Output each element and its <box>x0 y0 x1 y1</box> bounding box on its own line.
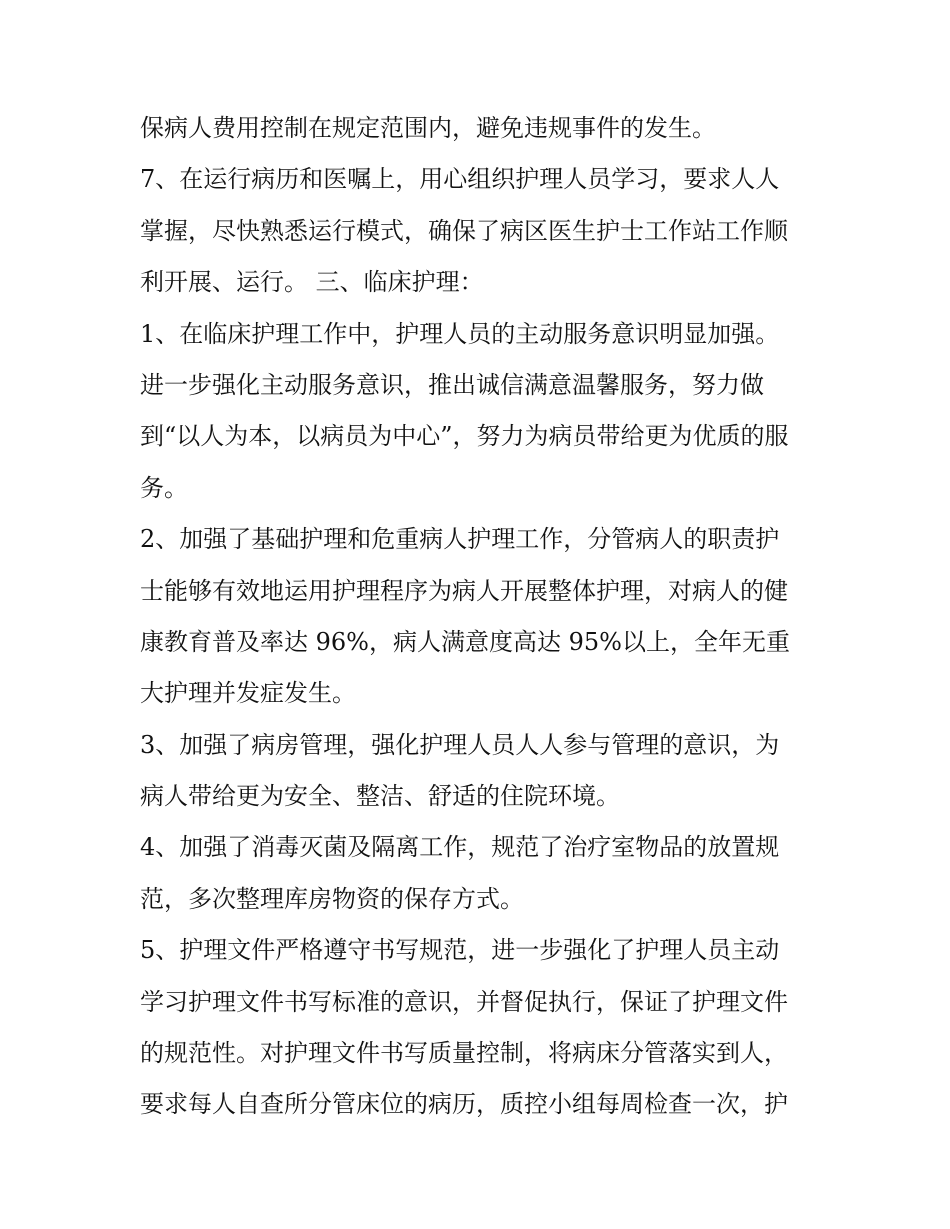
text-line: 病人带给更为安全、整洁、舒适的住院环境。 <box>140 782 620 811</box>
text-line: 1、在临床护理工作中，护理人员的主动服务意识明显加强。 <box>140 319 780 348</box>
text-line: 务。 <box>140 473 188 502</box>
text-line: 利开展、运行。 三、临床护理： <box>140 268 484 297</box>
text-line: 进一步强化主动服务意识，推出诚信满意温馨服务，努力做 <box>140 370 764 399</box>
text-line: 范，多次整理库房物资的保存方式。 <box>140 884 524 913</box>
text-line: 7、在运行病历和医嘱上，用心组织护理人员学习，要求人人 <box>140 165 780 194</box>
text-line: 5、护理文件严格遵守书写规范，进一步强化了护理人员主动 <box>140 936 780 965</box>
text-line: 的规范性。对护理文件书写质量控制，将病床分管落实到人， <box>140 1039 788 1068</box>
text-line: 掌握，尽快熟悉运行模式，确保了病区医生护士工作站工作顺 <box>140 216 788 245</box>
document-page <box>140 103 820 1131</box>
text-line: 保病人费用控制在规定范围内，避免违规事件的发生。 <box>140 114 716 142</box>
text-line: 大护理并发症发生。 <box>140 679 356 708</box>
text-line: 学习护理文件书写标准的意识，并督促执行，保证了护理文件 <box>140 987 788 1016</box>
text-line: 要求每人自查所分管床位的病历，质控小组每周检查一次，护 <box>140 1090 788 1119</box>
text-line: 2、加强了基础护理和危重病人护理工作，分管病人的职责护 <box>140 525 780 554</box>
text-line: 3、加强了病房管理，强化护理人员人人参与管理的意识，为 <box>140 730 780 759</box>
text-line: 康教育普及率达 96%，病人满意度高达 95%以上，全年无重 <box>140 627 790 656</box>
text-line: 士能够有效地运用护理程序为病人开展整体护理，对病人的健 <box>140 576 788 605</box>
text-line: 到“以人为本，以病员为中心”，努力为病员带给更为优质的服 <box>140 422 789 451</box>
text-line: 4、加强了消毒灭菌及隔离工作，规范了治疗室物品的放置规 <box>140 833 780 862</box>
